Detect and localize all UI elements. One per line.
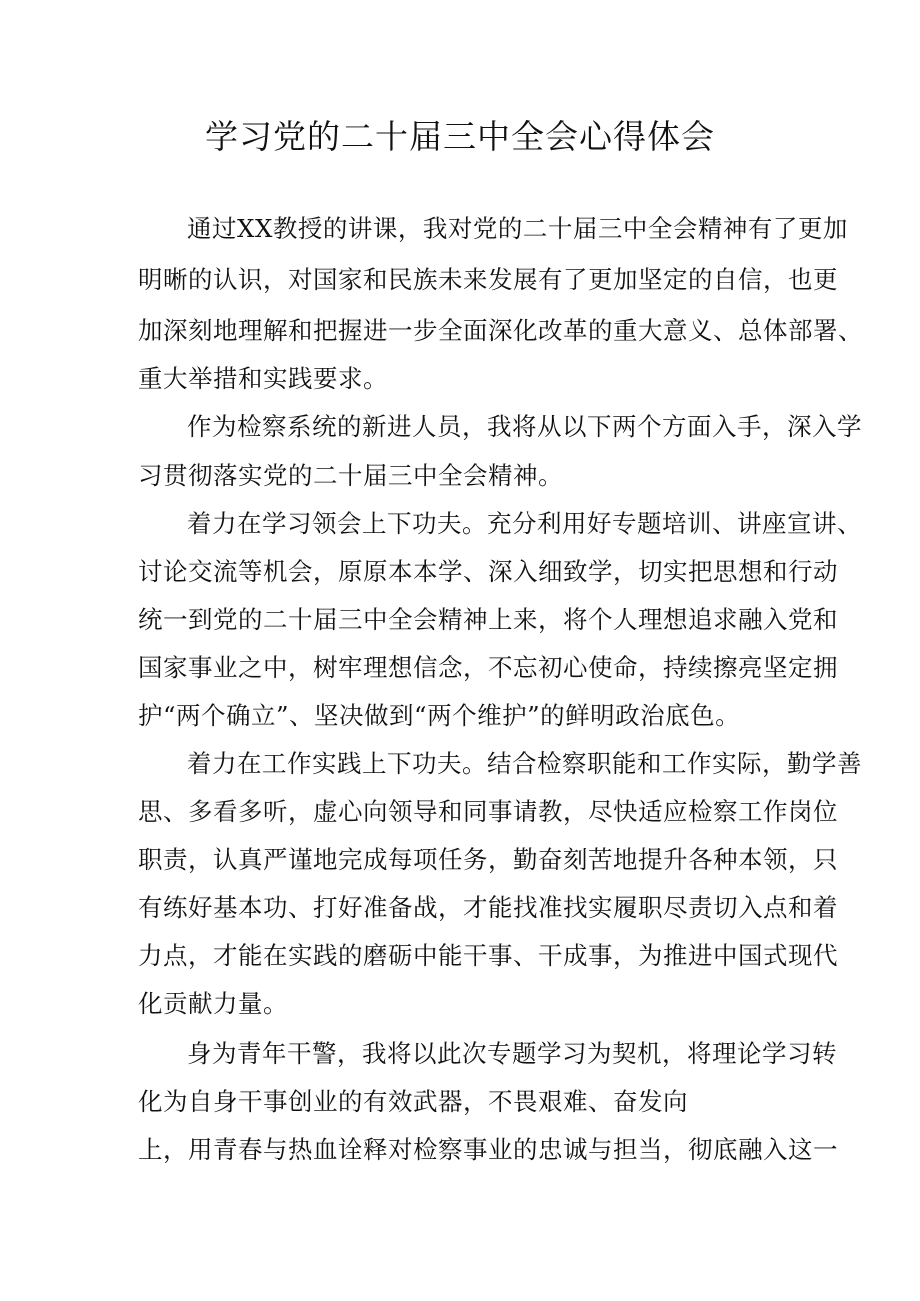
paragraph-line: 上，用青春与热血诠释对检察事业的忠诚与担当，彻底融入这一	[138, 1135, 838, 1164]
paragraph-line: 重大举措和实践要求。	[138, 364, 388, 393]
paragraph-line: 讨论交流等机会，原原本本学、深入细致学，切实把思想和行动	[138, 557, 838, 586]
paragraph-line: 思、多看多听，虚心向领导和同事请教，尽快适应检察工作岗位	[138, 797, 838, 826]
paragraph-line: 化贡献力量。	[138, 989, 288, 1018]
paragraph-line: 力点，才能在实践的磨砺中能干事、干成事，为推进中国式现代	[138, 941, 838, 970]
paragraph-line: 通过XX教授的讲课，我对党的二十届三中全会精神有了更加	[187, 214, 848, 243]
paragraph-line: 国家事业之中，树牢理想信念，不忘初心使命，持续擦亮坚定拥	[138, 653, 838, 682]
paragraph-line: 明晰的认识，对国家和民族未来发展有了更加坚定的自信，也更	[138, 265, 838, 294]
paragraph-line: 着力在学习领会上下功夫。充分利用好专题培训、讲座宣讲、	[187, 509, 862, 538]
paragraph-line: 加深刻地理解和把握进一步全面深化改革的重大意义、总体部署、	[138, 316, 863, 345]
paragraph-line: 习贯彻落实党的二十届三中全会精神。	[138, 461, 563, 490]
document-title: 学习党的二十届三中全会心得体会	[205, 117, 715, 156]
paragraph-line: 护“两个确立”、坚决做到“两个维护”的鲜明政治底色。	[138, 701, 741, 730]
paragraph-line: 有练好基本功、打好准备战，才能找准找实履职尽责切入点和着	[138, 893, 838, 922]
paragraph-line: 化为自身干事创业的有效武器，不畏艰难、奋发向	[138, 1087, 688, 1116]
paragraph-line: 作为检察系统的新进人员，我将从以下两个方面入手，深入学	[187, 412, 862, 441]
paragraph-line: 职责，认真严谨地完成每项任务，勤奋刻苦地提升各种本领，只	[138, 845, 838, 874]
paragraph-line: 着力在工作实践上下功夫。结合检察职能和工作实际，勤学善	[187, 749, 862, 778]
paragraph-line: 身为青年干警，我将以此次专题学习为契机，将理论学习转	[187, 1039, 837, 1068]
paragraph-line: 统一到党的二十届三中全会精神上来，将个人理想追求融入党和	[138, 605, 838, 634]
